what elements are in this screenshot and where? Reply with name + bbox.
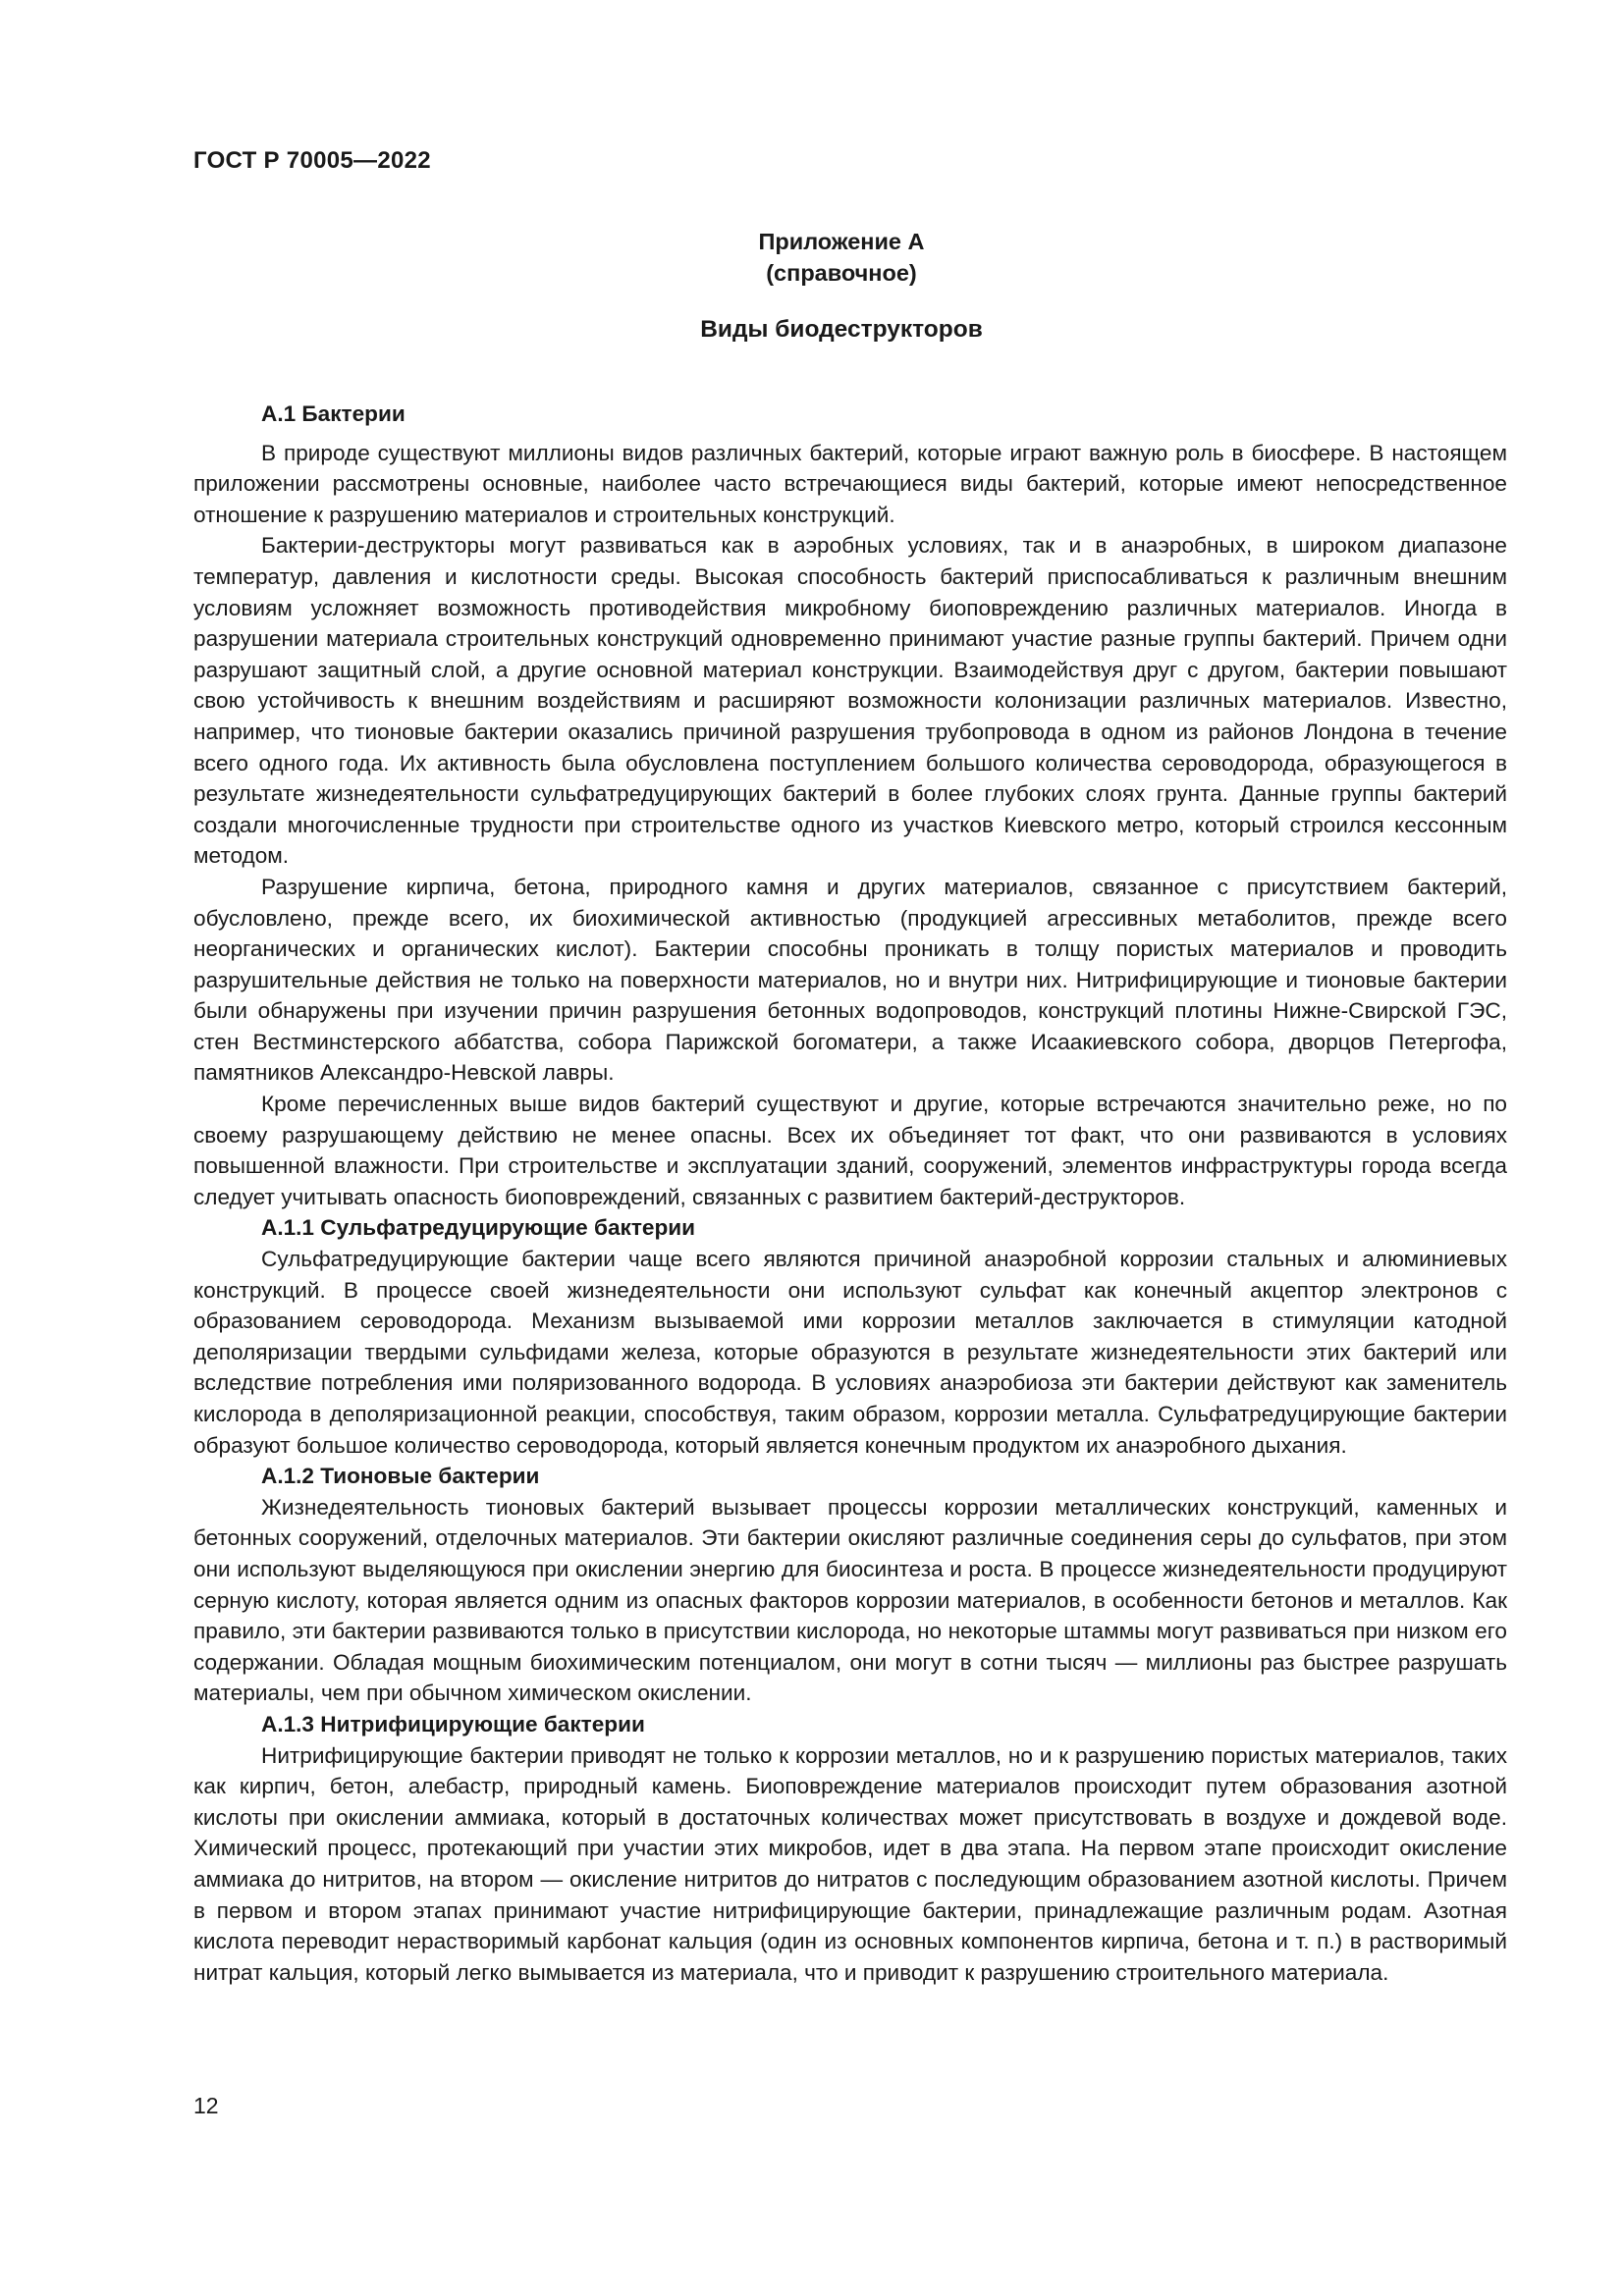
appendix-kind: (справочное) <box>766 260 917 286</box>
paragraph: Нитрифицирующие бактерии приводят не только к коррозии металлов, но и к разрушению пористых материалов, таких как кирпич, бетон, алебастр, природный камень. Биоповреждение материалов происходит путем образования азотной кислоты при окислении аммиака, который в достаточных количествах может присутствовать в воздухе и дождевой воде. Химический процесс, протекающий при участии этих микробов, идет в два этапа. На первом этапе происходит окисление аммиака до нитритов, на втором — окисление нитритов до нитратов с последующим образованием азотной кислоты. Причем в первом и втором этапах принимают участие нитрифицирующие бактерии, принадлежащие различным родам. Азотная кислота переводит нерастворимый карбонат кальция (один из основных компонентов кирпича, бетона и т. п.) в растворимый нитрат кальция, который легко вымывается из материала, что и приводит к разрушению строительного материала. <box>193 1742 1507 1985</box>
section-heading-a12: А.1.2 Тионовые бактерии <box>261 1464 540 1489</box>
paragraph: Кроме перечисленных выше видов бактерий существуют и другие, которые встречаются значительно реже, но по своему разрушающему действию не менее опасны. Всех их объединяет тот факт, что они развиваются в условиях повышенной влажности. При строительстве и эксплуатации зданий, сооружений, элементов инфраструктуры города всегда следует учитывать опасность биоповреждений, связанных с развитием бактерий-деструкторов. <box>193 1092 1507 1209</box>
paragraph: Сульфатредуцирующие бактерии чаще всего являются причиной анаэробной коррозии стальных и алюминиевых конструкций. В процессе своей жизнедеятельности они используют сульфат как конечный акцептор электронов с образованием сероводорода. Механизм вызываемой ими коррозии металлов заключается в стимуляции катодной деполяризации твердыми сульфидами железа, которые образуются в результате жизнедеятельности этих бактерий или вследствие потребления ими поляризованного водорода. В условиях анаэробиоза эти бактерии действуют как заменитель кислорода в деполяризационной реакции, способствуя, таким образом, коррозии металла. Сульфатредуцирующие бактерии образуют большое количество сероводорода, который является конечным продуктом их анаэробного дыхания. <box>193 1247 1507 1458</box>
section-heading-a13: А.1.3 Нитрифицирующие бактерии <box>261 1711 645 1736</box>
paragraph: Бактерии-деструкторы могут развиваться как в аэробных условиях, так и в анаэробных, в широком диапазоне температур, давления и кислотности среды. Высокая способность бактерий приспосабливаться к различным внешним условиям усложняет возможность противодействия микробному биоповреждению различных материалов. Иногда в разрушении материала строительных конструкций одновременно принимают участие разные группы бактерий. Причем одни разрушают защитный слой, а другие основной материал конструкции. Взаимодействуя друг с другом, бактерии повышают свою устойчивость к внешним воздействиям и расширяют возможности колонизации различных материалов. Известно, например, что тионовые бактерии оказались причиной разрушения трубопровода в одном из районов Лондона в течение всего одного года. Их активность была обусловлена поступлением большого количества сероводорода, образующегося в результате жизнедеятельности сульфатредуцирующих бактерий в более глубоких слоях грунта. Данные группы бактерий создали многочисленные трудности при строительстве одного из участков Киевского метро, который строился кессонным методом. <box>193 533 1507 869</box>
section-heading-a1: А.1 Бактерии <box>261 401 406 426</box>
appendix-heading <box>193 226 1489 289</box>
appendix-label: Приложение А <box>758 229 925 254</box>
paragraph: Жизнедеятельность тионовых бактерий вызывает процессы коррозии металлических конструкций, каменных и бетонных сооружений, отделочных материалов. Эти бактерии окисляют различные соединения серы до сульфатов, при этом они используют выделяющуюся при окислении энергию для биосинтеза и роста. В процессе жизнедеятельности продуцируют серную кислоту, которая является одним из опасных факторов коррозии материалов, в особенности бетонов и металлов. Как правило, эти бактерии развиваются только в присутствии кислорода, но некоторые штаммы могут развиваться при низком его содержании. Обладая мощным биохимическим потенциалом, они могут в сотни тысяч — миллионы раз быстрее разрушать материалы, чем при обычном химическом окислении. <box>193 1494 1507 1706</box>
section-heading-a11: А.1.1 Сульфатредуцирующие бактерии <box>261 1215 696 1241</box>
appendix-title: Виды биодеструкторов <box>700 316 983 343</box>
page-number: 12 <box>193 2093 219 2118</box>
document-body <box>193 399 1507 1988</box>
standard-header: ГОСТ Р 70005—2022 <box>193 147 431 174</box>
paragraph: Разрушение кирпича, бетона, природного камня и других материалов, связанное с присутствием бактерий, обусловлено, прежде всего, их биохимической активностью (продукцией агрессивных метаболитов, прежде всего неорганических и органических кислот). Бактерии способны проникать в толщу пористых материалов и проводить разрушительные действия не только на поверхности материалов, но и внутри них. Нитрифицирующие и тионовые бактерии были обнаружены при изучении причин разрушения бетонных водопроводов, конструкций плотины Нижне-Свирской ГЭС, стен Вестминстерского аббатства, собора Парижской богоматери, а также Исаакиевского собора, дворцов Петергофа, памятников Александро-Невской лавры. <box>193 874 1507 1086</box>
paragraph: В природе существуют миллионы видов различных бактерий, которые играют важную роль в биосфере. В настоящем приложении рассмотрены основные, наиболее часто встречающиеся виды бактерий, которые имеют непосредственное отношение к разрушению материалов и строительных конструкций. <box>193 440 1507 527</box>
